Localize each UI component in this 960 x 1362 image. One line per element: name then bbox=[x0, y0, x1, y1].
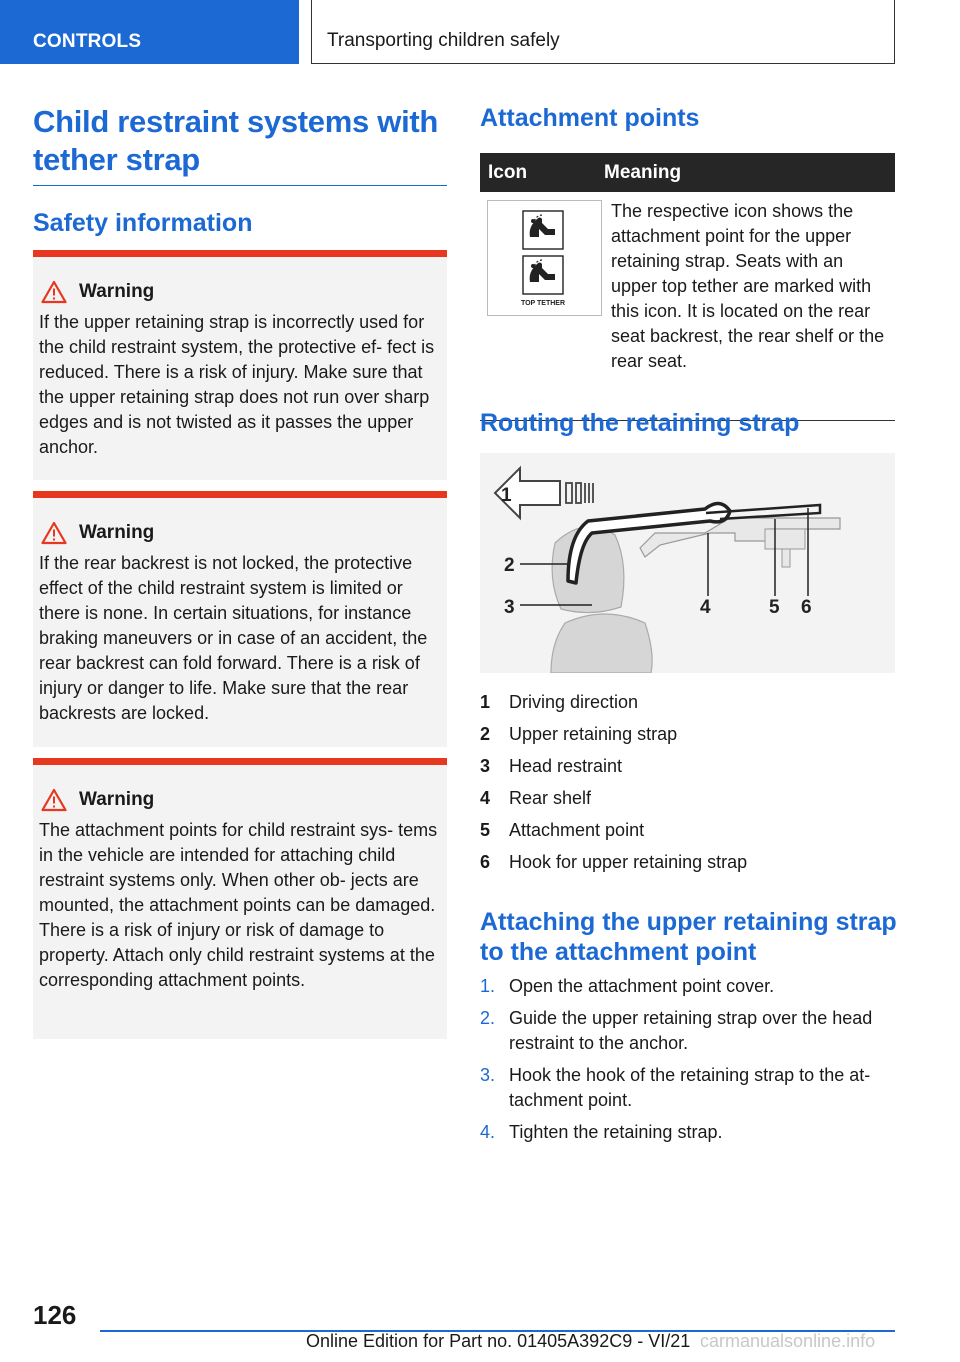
table-row bbox=[480, 192, 895, 421]
figure-label: 3 bbox=[504, 597, 515, 618]
legend-text: Head restraint bbox=[509, 755, 623, 776]
list-item bbox=[480, 814, 895, 846]
step-number: 2. bbox=[480, 1008, 496, 1028]
legend-text: Attachment point bbox=[509, 819, 645, 840]
warning-text: If the upper retaining strap is incorrectly used for the child restraint system, the protective ef‐ fect is reduced. There is a risk of injury. Make sure that the upper retaining strap does not run over sharp edges and is not twisted as it passes the upper anchor. bbox=[39, 312, 435, 457]
routing-figure bbox=[480, 453, 895, 673]
warning-text: If the rear backrest is not locked, the protective effect of the child restraint system is limited or there is none. In certain situations, for instance braking maneuvers or in case of an accident, the rear backrest can fold forward. There is a risk of injury or danger to life. Make sure that the rear backrests are locked. bbox=[39, 553, 428, 723]
legend-text: Upper retaining strap bbox=[509, 723, 678, 744]
warning-box bbox=[33, 250, 447, 480]
seat-anchor-icon bbox=[523, 256, 563, 294]
legend-text: Driving direction bbox=[509, 691, 639, 712]
warning-header bbox=[39, 788, 439, 812]
step-text: Guide the upper retaining strap over the head restraint to the anchor. bbox=[509, 1008, 873, 1053]
step-text: Tighten the retaining strap. bbox=[509, 1122, 723, 1142]
figure-label: 6 bbox=[801, 597, 812, 618]
seat-anchor-icon bbox=[523, 211, 563, 249]
list-item bbox=[480, 782, 895, 814]
warning-triangle-icon bbox=[41, 788, 67, 812]
warning-text: The attachment points for child restraint sys‐ tems in the vehicle are intended for attaching child restraint systems only. When other ob‐ jects are mounted, the attachment points can be damaged. There is a risk of injury or risk of damage to property. Attach only child restraint systems at the corresponding attachment points. bbox=[39, 820, 438, 990]
icon-caption: TOP TETHER bbox=[520, 300, 566, 307]
section-tab: CONTROLS bbox=[0, 0, 299, 64]
list-item bbox=[480, 846, 895, 878]
warning-title: Warning bbox=[79, 281, 155, 302]
chapter-title: Transporting children safely bbox=[311, 0, 895, 64]
attachment-table bbox=[480, 153, 895, 421]
step-number: 4. bbox=[480, 1122, 496, 1142]
legend-number: 5 bbox=[480, 819, 491, 840]
step-number: 1. bbox=[480, 976, 496, 996]
figure-label: 2 bbox=[504, 555, 515, 576]
page-title: Child restraint systems with tether strap bbox=[33, 103, 447, 186]
list-item bbox=[480, 750, 895, 782]
step-number: 3. bbox=[480, 1065, 496, 1085]
figure-label: 4 bbox=[700, 597, 711, 618]
step-text: Hook the hook of the retaining strap to the at‐ tachment point. bbox=[509, 1065, 871, 1110]
attachment-heading: Attachment points bbox=[480, 104, 700, 132]
warning-header bbox=[39, 521, 439, 545]
table-header bbox=[480, 153, 895, 192]
list-item bbox=[480, 686, 895, 718]
attaching-heading: Attaching the upper retaining strap to the attachment point bbox=[480, 908, 897, 966]
list-item bbox=[480, 718, 895, 750]
warning-box bbox=[33, 758, 447, 1039]
steps-list bbox=[480, 974, 900, 1152]
list-item bbox=[480, 1120, 900, 1145]
legend-number: 6 bbox=[480, 851, 491, 872]
warning-title: Warning bbox=[79, 522, 155, 543]
routing-heading: Routing the retaining strap bbox=[480, 409, 800, 437]
warning-header bbox=[39, 280, 439, 304]
list-item bbox=[480, 1063, 900, 1113]
list-item bbox=[480, 974, 900, 999]
step-text: Open the attachment point cover. bbox=[509, 976, 775, 996]
col-meaning-header: Meaning bbox=[604, 161, 682, 183]
legend-number: 2 bbox=[480, 723, 491, 744]
col-icon-header: Icon bbox=[488, 161, 528, 183]
figure-legend bbox=[480, 686, 895, 878]
warning-title: Warning bbox=[79, 789, 155, 810]
legend-number: 1 bbox=[480, 691, 491, 712]
page-number: 126 bbox=[33, 1300, 77, 1330]
legend-number: 4 bbox=[480, 787, 491, 808]
top-tether-icon bbox=[487, 200, 602, 316]
legend-text: Rear shelf bbox=[509, 787, 592, 808]
list-item bbox=[480, 1006, 900, 1056]
watermark: carmanualsonline.info bbox=[700, 1331, 876, 1351]
legend-number: 3 bbox=[480, 755, 491, 776]
edition-text: Online Edition for Part no. 01405A392C9 - VI/21 bbox=[306, 1331, 691, 1351]
safety-heading: Safety information bbox=[33, 209, 253, 237]
warning-box bbox=[33, 491, 447, 747]
warning-triangle-icon bbox=[41, 521, 67, 545]
warning-triangle-icon bbox=[41, 280, 67, 304]
figure-label: 5 bbox=[769, 597, 780, 618]
figure-label: 1 bbox=[501, 485, 512, 506]
meaning-text: The respective icon shows the attachment point for the upper retaining strap. Seats with an upper top tether are marked with this icon. It is located on the rear seat backrest, the rear shelf or the rear seat. bbox=[611, 201, 885, 371]
legend-text: Hook for upper retaining strap bbox=[509, 851, 748, 872]
